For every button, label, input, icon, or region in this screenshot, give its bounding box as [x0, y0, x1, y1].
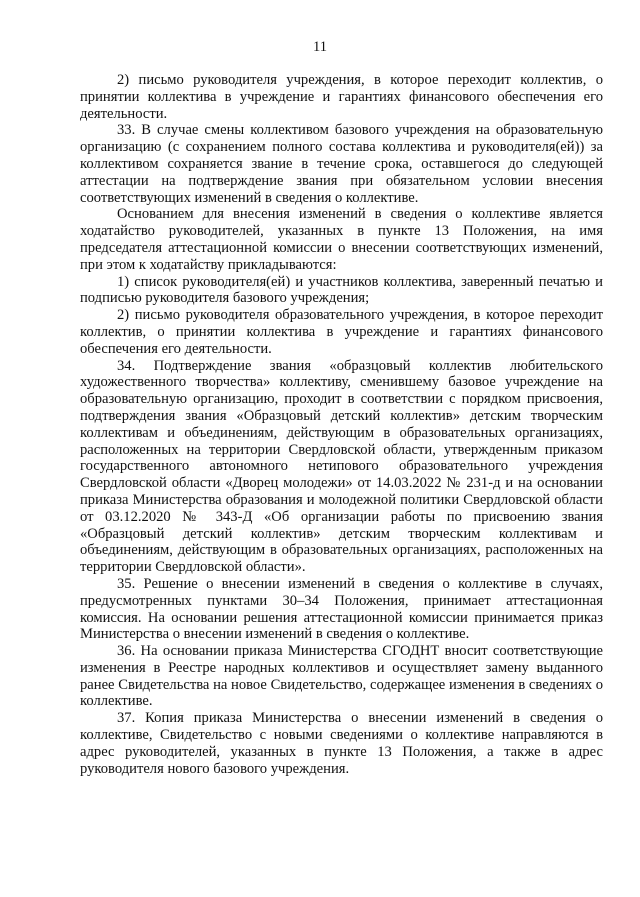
document-body: [80, 72, 603, 777]
paragraph-37: 37. Копия приказа Министерства о внесении изменений в сведения о коллективе, Свидетельство с новыми сведениями о коллективе направляются в адрес руководителей, указанных в пункте 13 Положения, а также в адрес руководителя нового базового учреждения.: [80, 710, 603, 777]
paragraph-36: 36. На основании приказа Министерства СГОДНТ вносит соответствующие изменения в Реестре народных коллективов и осуществляет замену выданного ранее Свидетельства на новое Свидетельство, содержащее изменения в сведениях о коллективе.: [80, 643, 603, 710]
paragraph-item-1-list: 1) список руководителя(ей) и участников коллектива, заверенный печатью и подписью руководителя базового учреждения;: [80, 273, 603, 307]
paragraph-33: 33. В случае смены коллективом базового учреждения на образовательную организацию (с сохранением полного состава коллектива и руководителя(ей)) за коллективом сохраняется звание в течение срока, оставшегося до следующей аттестации на подтверждение звания при обязательном условии внесения соответствующих изменений в сведения о коллективе.: [80, 122, 603, 206]
page-number: 11: [313, 39, 327, 55]
paragraph-item-2-letter-education: 2) письмо руководителя образовательного учреждения, в которое переходит коллектив, о принятии коллектива в учреждение и гарантиях финансового обеспечения его деятельности.: [80, 307, 603, 357]
paragraph-basis-for-changes: Основанием для внесения изменений в сведения о коллективе является ходатайство руководителей, указанных в пункте 13 Положения, на имя председателя аттестационной комиссии о внесении соответствующих изменений, при этом к ходатайству прикладываются:: [80, 206, 603, 273]
paragraph-item-2-letter: 2) письмо руководителя учреждения, в которое переходит коллектив, о принятии коллектива в учреждение и гарантиях финансового обеспечения его деятельности.: [80, 72, 603, 122]
paragraph-34: 34. Подтверждение звания «образцовый коллектив любительского художественного творчества» коллективу, сменившему базовое учреждение на образовательную организацию, проходит в соответствии с порядком присвоения, подтверждения звания «Образцовый детский коллектив» детским творческим коллективам и объединениям, действующим в образовательных организациях, расположенных на территории Свердловской области, утвержденным приказом государственного автономного нетипового образовательного учреждения Свердловской области «Дворец молодежи» от 14.03.2022 № 231-д и на основании приказа Министерства образования и молодежной политики Свердловской области от 03.12.2020 № 343-Д «Об организации работы по присвоению звания «Образцовый детский коллектив» детским творческим коллективам и объединениям, действующим в образовательных организациях, расположенных на территории Свердловской области».: [80, 357, 603, 576]
paragraph-35: 35. Решение о внесении изменений в сведения о коллективе в случаях, предусмотренных пунктами 30–34 Положения, принимает аттестационная комиссия. На основании решения аттестационной комиссии принимается приказ Министерства о внесении изменений в сведения о коллективе.: [80, 575, 603, 643]
